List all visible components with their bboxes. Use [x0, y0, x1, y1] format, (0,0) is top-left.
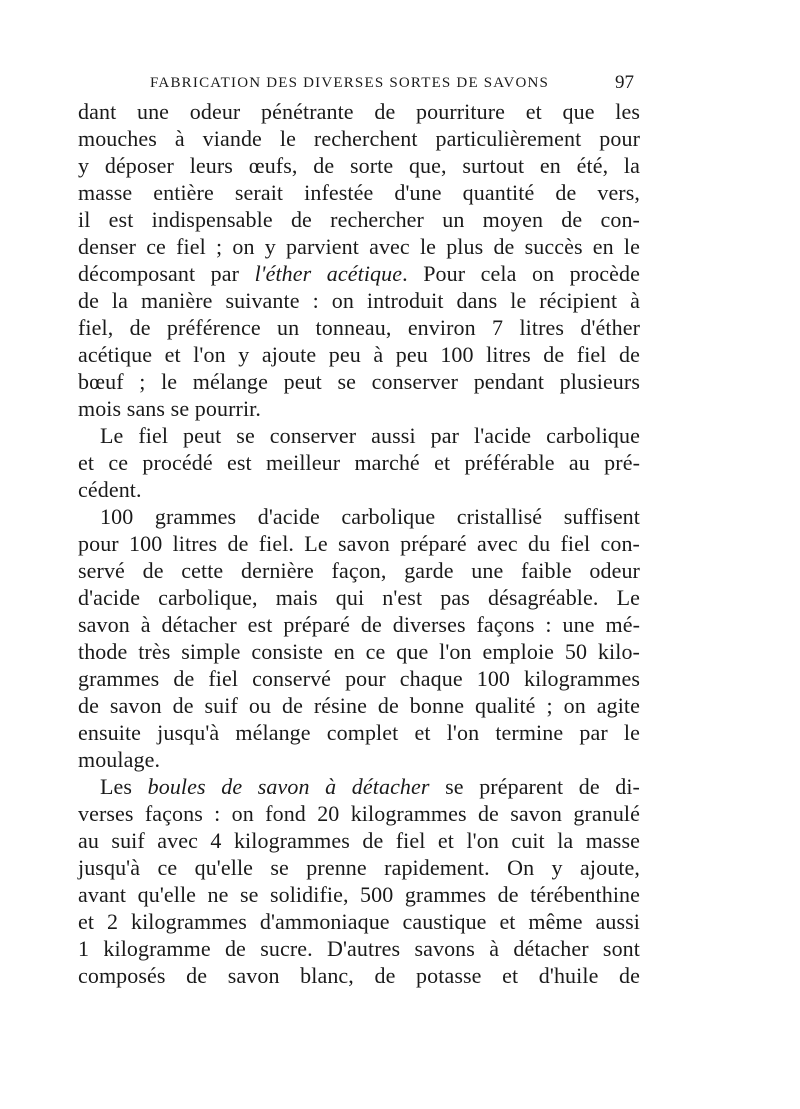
text-segment: jusqu'à ce qu'elle se prenne rapidement. On y ajoute, — [78, 855, 640, 880]
text-segment: Les — [100, 774, 148, 799]
text-segment: mois sans se pourrir. — [78, 396, 261, 421]
text-segment: mouches à viande le recherchent particulièrement pour — [78, 126, 640, 151]
text-line — [78, 233, 640, 260]
text-segment: y déposer leurs œufs, de sorte que, surtout en été, la — [78, 153, 640, 178]
text-line — [78, 395, 640, 422]
text-line — [78, 98, 640, 125]
text-segment: ensuite jusqu'à mélange complet et l'on termine par le — [78, 720, 640, 745]
text-line — [78, 530, 640, 557]
text-segment: verses façons : on fond 20 kilogrammes de savon granulé — [78, 801, 640, 826]
text-line — [78, 638, 640, 665]
text-segment: composés de savon blanc, de potasse et d'huile de — [78, 963, 640, 988]
italic-text: l'éther acétique — [254, 261, 403, 286]
text-line — [78, 503, 640, 530]
text-line — [78, 719, 640, 746]
text-segment: Le fiel peut se conserver aussi par l'acide carbolique — [100, 423, 640, 448]
text-line — [78, 557, 640, 584]
text-segment: bœuf ; le mélange peut se conserver pendant plusieurs — [78, 369, 640, 394]
text-segment: avant qu'elle ne se solidifie, 500 grammes de térébenthine — [78, 882, 640, 907]
text-line — [78, 314, 640, 341]
body-text — [78, 98, 640, 989]
text-line — [78, 584, 640, 611]
text-line — [78, 152, 640, 179]
text-line — [78, 422, 640, 449]
text-line — [78, 449, 640, 476]
text-segment: masse entière serait infestée d'une quantité de vers, — [78, 180, 640, 205]
text-line — [78, 746, 640, 773]
text-segment: et ce procédé est meilleur marché et préférable au pré- — [78, 450, 640, 475]
text-line — [78, 260, 640, 287]
text-line — [78, 881, 640, 908]
text-line — [78, 341, 640, 368]
text-segment: de la manière suivante : on introduit dans le récipient à — [78, 288, 640, 313]
text-line — [78, 125, 640, 152]
text-line — [78, 368, 640, 395]
text-segment: moulage. — [78, 747, 161, 772]
text-line — [78, 611, 640, 638]
running-head-title: FABRICATION DES DIVERSES SORTES DE SAVONS — [150, 75, 550, 91]
text-line — [78, 854, 640, 881]
text-segment: se préparent de di- — [429, 774, 640, 799]
text-segment: au suif avec 4 kilogrammes de fiel et l'on cuit la masse — [78, 828, 640, 853]
text-segment: servé de cette dernière façon, garde une faible odeur — [78, 558, 640, 583]
text-line — [78, 179, 640, 206]
text-segment: fiel, de préférence un tonneau, environ 7 litres d'éther — [78, 315, 640, 340]
text-segment: thode très simple consiste en ce que l'on emploie 50 kilo- — [78, 639, 640, 664]
text-segment: 1 kilogramme de sucre. D'autres savons à détacher sont — [78, 936, 640, 961]
text-segment: dant une odeur pénétrante de pourriture et que les — [78, 99, 640, 124]
text-segment: et 2 kilogrammes d'ammoniaque caustique et même aussi — [78, 909, 640, 934]
text-segment: décomposant par — [78, 261, 255, 286]
text-line — [78, 476, 640, 503]
text-line — [78, 962, 640, 989]
text-segment: pour 100 litres de fiel. Le savon préparé avec du fiel con- — [78, 531, 640, 556]
text-line — [78, 827, 640, 854]
text-segment: 100 grammes d'acide carbolique cristallisé suffisent — [100, 504, 640, 529]
text-segment: cédent. — [78, 477, 142, 502]
text-segment: acétique et l'on y ajoute peu à peu 100 litres de fiel de — [78, 342, 640, 367]
text-segment: de savon de suif ou de résine de bonne qualité ; on agite — [78, 693, 640, 718]
text-segment: denser ce fiel ; on y parvient avec le plus de succès en le — [78, 234, 640, 259]
text-segment: . Pour cela on procède — [402, 261, 641, 286]
text-line — [78, 935, 640, 962]
text-line — [78, 287, 640, 314]
italic-text: boules de savon à détacher — [147, 774, 430, 799]
book-page — [78, 68, 640, 989]
text-segment: savon à détacher est préparé de diverses façons : une mé- — [78, 612, 640, 637]
text-segment: grammes de fiel conservé pour chaque 100 kilogrammes — [78, 666, 640, 691]
text-line — [78, 908, 640, 935]
running-head — [78, 68, 640, 98]
page-number: 97 — [615, 72, 634, 93]
text-line — [78, 800, 640, 827]
text-line — [78, 206, 640, 233]
text-line — [78, 665, 640, 692]
text-segment: il est indispensable de rechercher un moyen de con- — [78, 207, 640, 232]
text-line — [78, 773, 640, 800]
text-line — [78, 692, 640, 719]
text-segment: d'acide carbolique, mais qui n'est pas désagréable. Le — [78, 585, 640, 610]
